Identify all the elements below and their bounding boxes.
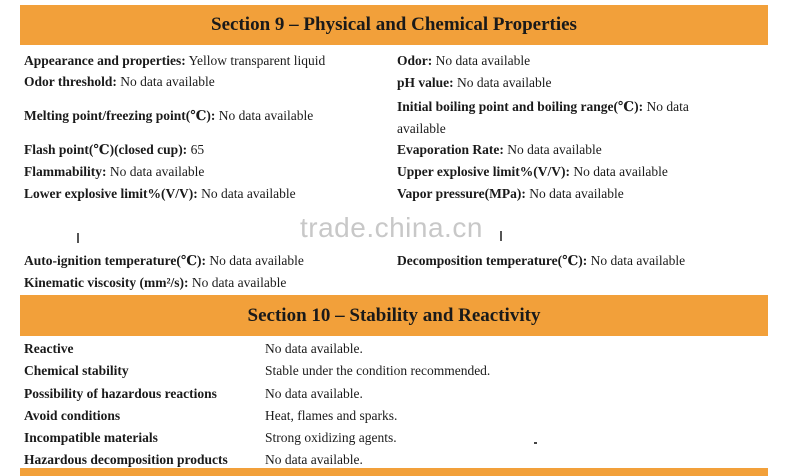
section-9-title: Section 9 – Physical and Chemical Properties	[211, 14, 577, 35]
property-flammability: Flammability: No data available	[24, 164, 205, 179]
property-lower-explosive-limit: Lower explosive limit%(V/V): No data available	[24, 186, 296, 201]
stability-label-avoid-conditions: Avoid conditions	[24, 408, 121, 423]
stability-label-decomposition-products: Hazardous decomposition products	[24, 452, 228, 467]
watermark: trade.china.cn	[300, 212, 483, 243]
property-appearance: Appearance and properties: Yellow transparent liquid	[24, 53, 326, 68]
scan-dot	[534, 442, 537, 444]
stability-value-reactive: No data available.	[265, 341, 363, 356]
stability-label-hazardous-reactions: Possibility of hazardous reactions	[24, 386, 217, 401]
section-10-header	[20, 295, 768, 336]
property-upper-explosive-limit: Upper explosive limit%(V/V): No data available	[397, 164, 668, 179]
stability-label-reactive: Reactive	[24, 341, 74, 356]
stability-label-incompatible-materials: Incompatible materials	[24, 430, 158, 445]
stability-label-chemical-stability: Chemical stability	[24, 363, 129, 378]
stability-value-decomposition-products: No data available.	[265, 452, 363, 467]
stability-value-avoid-conditions: Heat, flames and sparks.	[265, 408, 398, 423]
section-10-title: Section 10 – Stability and Reactivity	[247, 304, 541, 326]
property-melting-point: Melting point/freezing point(℃): No data available	[24, 108, 314, 123]
property-vapor-pressure: Vapor pressure(MPa): No data available	[397, 186, 624, 201]
stability-value-incompatible-materials: Strong oxidizing agents.	[265, 430, 397, 445]
scan-mark	[500, 231, 502, 241]
property-kinematic-viscosity: Kinematic viscosity (mm²/s): No data available	[24, 275, 287, 290]
property-boiling-point: Initial boiling point and boiling range(℃): No data available	[397, 99, 689, 136]
property-odor: Odor: No data available	[397, 53, 531, 68]
property-odor-threshold: Odor threshold: No data available	[24, 74, 215, 89]
property-ph-value: pH value: No data available	[397, 75, 552, 90]
stability-value-chemical-stability: Stable under the condition recommended.	[265, 363, 491, 378]
stability-value-hazardous-reactions: No data available.	[265, 386, 363, 401]
property-evaporation-rate: Evaporation Rate: No data available	[397, 142, 602, 157]
scan-mark	[77, 233, 79, 243]
section-9-header	[20, 5, 768, 45]
section-11-header	[20, 468, 768, 476]
property-flash-point: Flash point(℃)(closed cup): 65	[24, 142, 205, 157]
property-decomposition-temperature: Decomposition temperature(℃): No data available	[397, 253, 686, 268]
property-auto-ignition: Auto-ignition temperature(℃): No data available	[24, 253, 304, 268]
